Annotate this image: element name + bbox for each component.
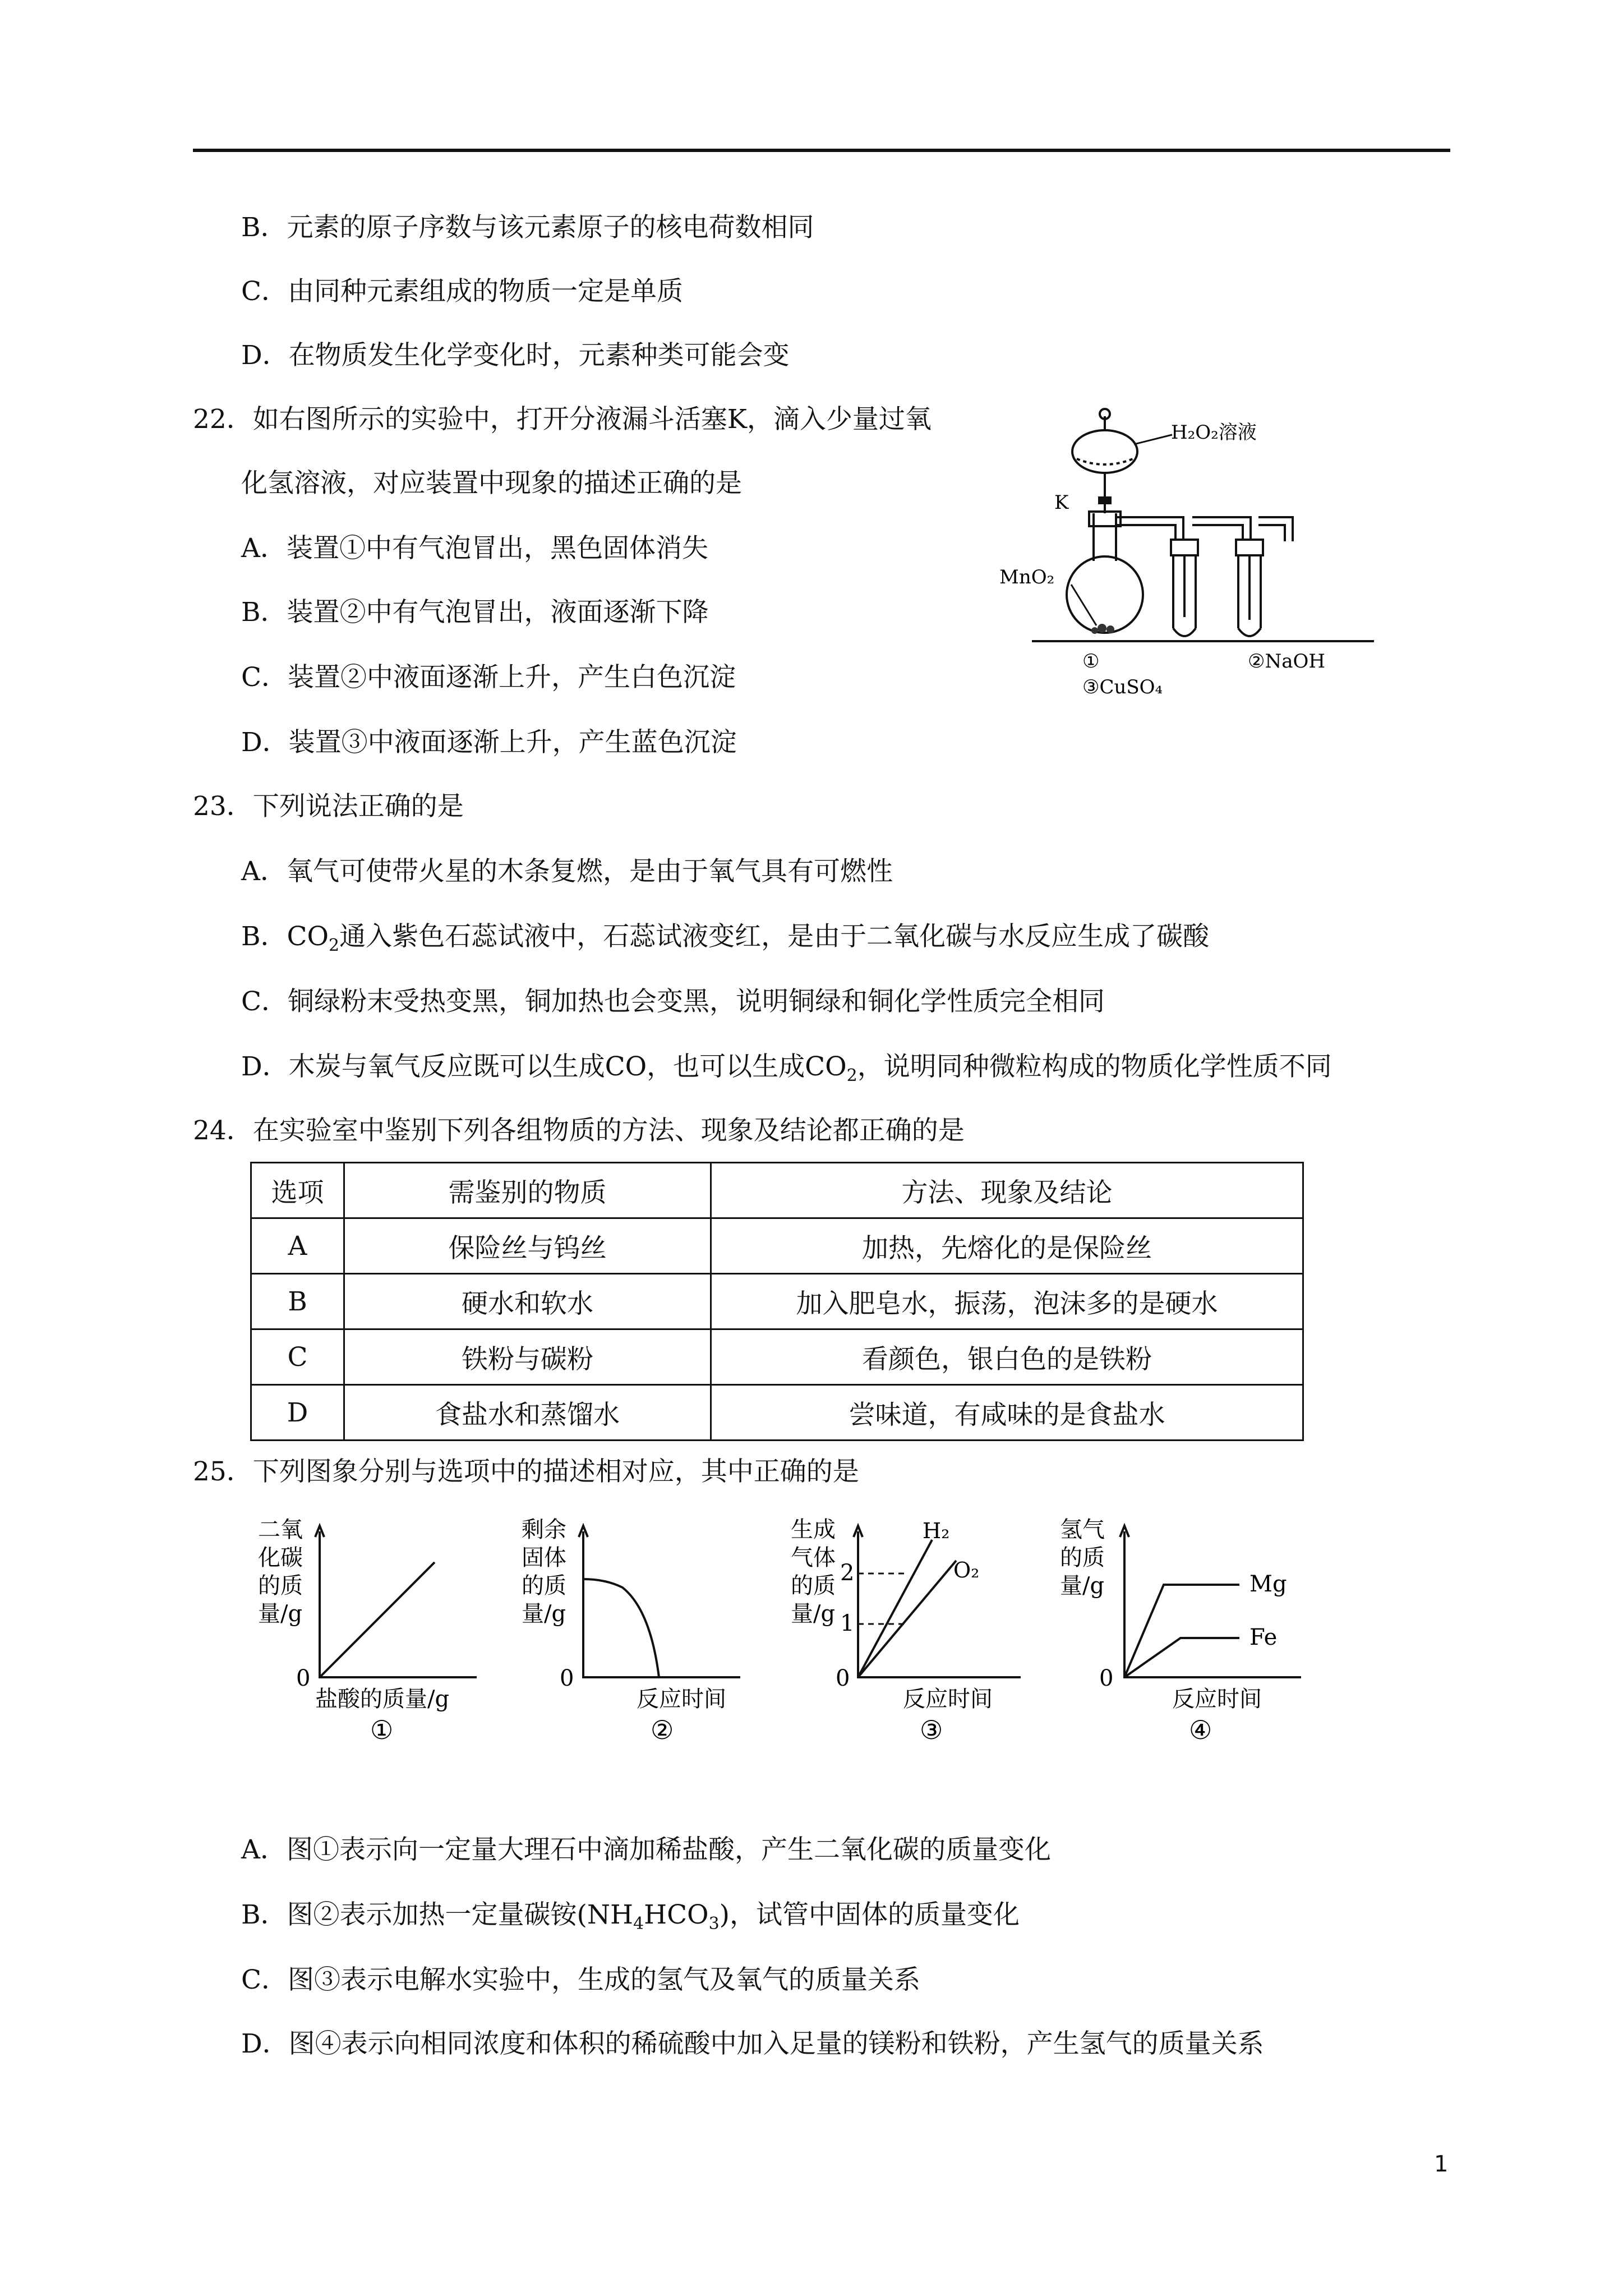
table-cell: 加热，先熔化的是保险丝 [711,1218,1303,1274]
graph-1-xlabel: 盐酸的质量/g [315,1686,450,1712]
table-row [251,1274,1303,1329]
label-2-naoh: ②NaOH [1248,650,1326,673]
page-number: 1 [1434,2151,1449,2177]
q24-table [250,1162,1304,1441]
graph-2-ylabel-line: 剩余 [522,1517,566,1543]
q23-option-a: A．氧气可使带火星的木条复燃，是由于氧气具有可燃性 [241,856,893,887]
table-cell: 保险丝与钨丝 [344,1218,711,1274]
graph-4-ylabel-line: 量/g [1060,1573,1105,1599]
test-tube-2 [1171,540,1198,636]
table-cell: 尝味道，有咸味的是食盐水 [711,1385,1303,1441]
table-cell: 铁粉与碳粉 [344,1329,711,1385]
table-row [251,1218,1303,1274]
graph-4-origin: 0 [1099,1665,1114,1691]
graph-2-axes [583,1531,740,1677]
q22-option-a: A．装置①中有气泡冒出，黑色固体消失 [241,533,708,564]
q22-apparatus-figure [993,393,1385,707]
mno2-solid [1098,624,1106,633]
q22-stem-line2: 化氢溶液，对应装置中现象的描述正确的是 [241,468,742,499]
graph-3 [785,1509,1032,1756]
graph-3-series-o2 [858,1561,956,1677]
test-tube-3 [1236,540,1263,636]
table-row [251,1329,1303,1385]
graph-3-axes [858,1531,1021,1677]
q25-stem: 25．下列图象分别与选项中的描述相对应，其中正确的是 [193,1456,859,1487]
table-cell: 食盐水和蒸馏水 [344,1385,711,1441]
graph-1 [252,1509,488,1756]
q25-option-d: D．图④表示向相同浓度和体积的稀硫酸中加入足量的镁粉和铁粉，产生氢气的质量关系 [241,2028,1264,2059]
graph-4-series-mg [1124,1585,1239,1677]
graph-3-origin: 0 [836,1665,850,1691]
graph-2-caption: ② [651,1715,674,1745]
table-cell: 硬水和软水 [344,1274,711,1329]
q21-option-c: C．由同种元素组成的物质一定是单质 [241,276,683,307]
graph-2-xlabel: 反应时间 [637,1686,726,1712]
q21-option-d: D．在物质发生化学变化时，元素种类可能会变 [241,340,790,371]
q25-option-c: C．图③表示电解水实验中，生成的氢气及氧气的质量关系 [241,1964,920,1995]
graph-2 [516,1509,751,1756]
graph-3-ytick: 1 [840,1611,855,1636]
graph-1-origin: 0 [296,1665,311,1691]
graph-3-ylabel-line: 量/g [791,1601,836,1627]
graph-4 [1054,1509,1312,1756]
q21-option-b: B．元素的原子序数与该元素原子的核电荷数相同 [241,212,814,243]
graph-4-xlabel: 反应时间 [1172,1686,1262,1712]
graph-4-legend-fe: Fe [1249,1625,1278,1650]
graph-3-legend-h2: H₂ [923,1519,950,1543]
graph-3-xlabel: 反应时间 [903,1686,993,1712]
graph-3-legend-o2: O₂ [953,1558,980,1582]
graph-4-ylabel-line: 的质 [1060,1545,1105,1571]
graph-1-ylabel-line: 的质 [258,1573,303,1599]
label-1: ① [1082,650,1100,673]
h2o2-label: H₂O₂溶液 [1171,421,1257,444]
table-cell: B [251,1274,344,1329]
q22-option-c: C．装置②中液面逐渐上升，产生白色沉淀 [241,662,736,693]
table-header-cell: 选项 [251,1163,344,1218]
graph-1-axes [320,1531,477,1677]
table-header-row [251,1163,1303,1218]
graph-1-ylabel-line: 化碳 [258,1545,303,1571]
h2o2-pointer [1134,435,1172,444]
table-cell: A [251,1218,344,1274]
graph-4-legend-mg: Mg [1249,1571,1287,1597]
table-header-cell: 需鉴别的物质 [344,1163,711,1218]
table-header-cell: 方法、现象及结论 [711,1163,1303,1218]
table-cell: 看颜色，银白色的是铁粉 [711,1329,1303,1385]
q23-option-c: C．铜绿粉末受热变黑，铜加热也会变黑，说明铜绿和铜化学性质完全相同 [241,986,1105,1017]
graph-3-ylabel-line: 气体 [791,1545,836,1571]
graph-4-series-fe [1124,1638,1239,1677]
graph-2-origin: 0 [560,1665,574,1691]
header-rule [193,149,1450,152]
graph-1-ylabel-line: 量/g [258,1601,303,1627]
graph-3-ytick: 2 [840,1560,855,1586]
graph-2-ylabel-line: 固体 [522,1545,566,1571]
graph-2-ylabel-line: 的质 [522,1573,566,1599]
delivery-tubes [1116,517,1293,541]
k-label: K [1054,491,1069,514]
q22-option-b: B．装置②中有气泡冒出，液面逐渐下降 [241,597,709,628]
q22-option-d: D．装置③中液面逐渐上升，产生蓝色沉淀 [241,727,737,758]
graph-2-series-curve [583,1579,659,1677]
table-cell: D [251,1385,344,1441]
graph-1-ylabel-line: 二氧 [258,1517,303,1543]
table-cell: 加入肥皂水，振荡，泡沫多的是硬水 [711,1274,1303,1329]
table-row [251,1385,1303,1441]
graph-3-ylabel-line: 生成 [791,1517,836,1543]
label-3-cuso4: ③CuSO₄ [1082,676,1163,698]
graph-3-caption: ③ [920,1715,943,1745]
q25-option-a: A．图①表示向一定量大理石中滴加稀盐酸，产生二氧化碳的质量变化 [241,1834,1051,1865]
graph-2-ylabel-line: 量/g [522,1601,566,1627]
q23-option-d: D．木炭与氧气反应既可以生成CO，也可以生成$CO_2$，说明同种微粒构成的物质化学性质不同 [241,1051,1332,1085]
stopcock-k [1098,496,1112,504]
flask-1 [1067,512,1143,633]
graph-3-ylabel-line: 的质 [791,1573,836,1599]
graph-1-caption: ① [370,1715,394,1745]
q22-stem-line1: 22．如右图所示的实验中，打开分液漏斗活塞K，滴入少量过氧 [193,404,932,435]
graph-3-series-h2 [858,1540,932,1677]
q23-option-b: B．$CO_2$通入紫色石蕊试液中，石蕊试液变红，是由于二氧化碳与水反应生成了碳酸 [241,921,1210,955]
table-cell: C [251,1329,344,1385]
mno2-label: MnO₂ [999,566,1055,588]
q24-stem: 24．在实验室中鉴别下列各组物质的方法、现象及结论都正确的是 [193,1115,965,1146]
q23-stem: 23．下列说法正确的是 [193,791,464,822]
graph-4-caption: ④ [1189,1715,1212,1745]
graph-4-ylabel-line: 氢气 [1060,1517,1105,1543]
q25-option-b: B．图②表示加热一定量碳铵$(NH_4HCO_3)$，试管中固体的质量变化 [241,1899,1020,1934]
graph-1-series-line [320,1562,435,1677]
graph-4-axes [1124,1531,1301,1677]
